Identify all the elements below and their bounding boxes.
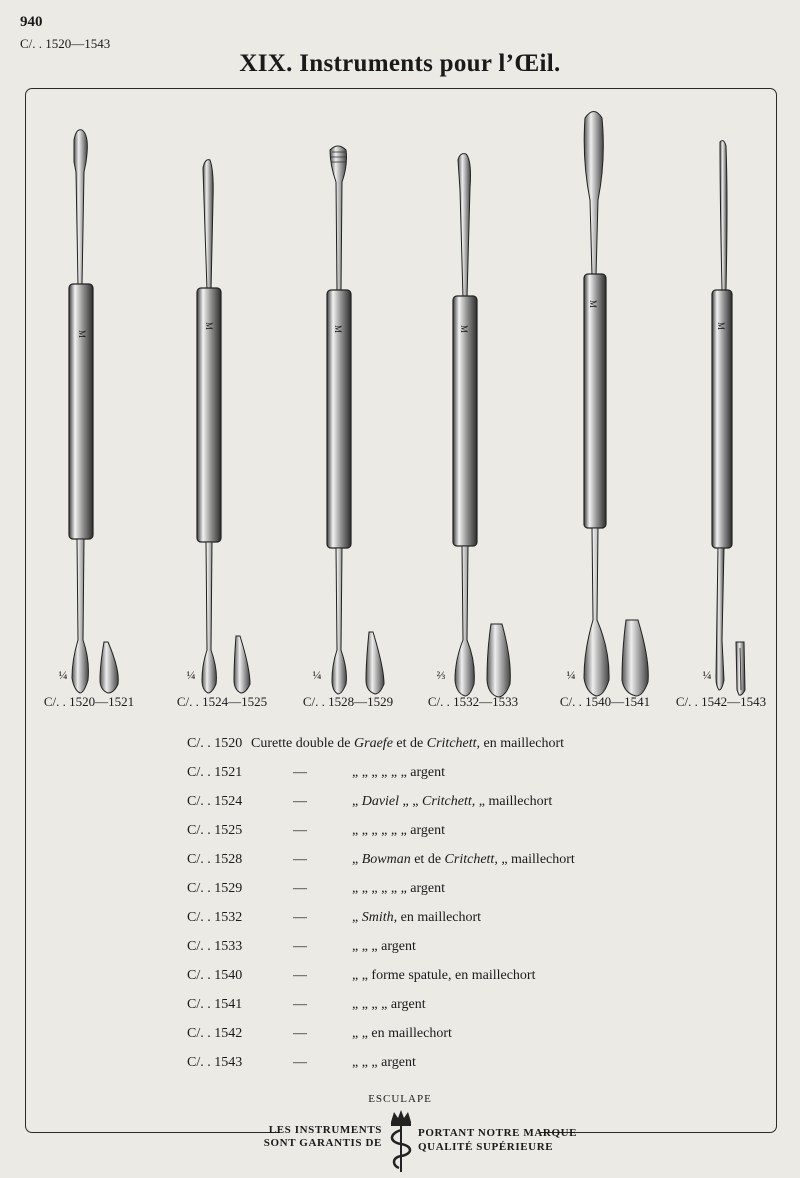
entry-description: „ „ „ „ „ „ argent	[352, 765, 446, 780]
entry-code: C/. . 1532	[187, 910, 243, 925]
entry-dash: —	[293, 997, 307, 1012]
catalog-row	[0, 939, 800, 965]
entry-description: „ Bowman et de Critchett, „ maillechort	[352, 852, 575, 867]
entry-description: „ „ „ argent	[352, 1055, 416, 1070]
scale-label: ¼	[566, 668, 576, 682]
catalog-row	[0, 1055, 800, 1081]
crown-serpent-emblem	[385, 1108, 417, 1174]
instrument-1540	[584, 112, 648, 697]
figure-ref: C/. . 1520—1521	[43, 694, 135, 709]
entry-dash: —	[293, 881, 307, 896]
figure-ref: C/. . 1542—1543	[675, 694, 767, 709]
entry-code: C/. . 1543	[187, 1055, 243, 1070]
entry-dash: —	[293, 765, 307, 780]
entry-code: C/. . 1528	[187, 852, 243, 867]
page-range: C/. . 1520—1543	[20, 36, 111, 51]
entry-dash: —	[293, 968, 307, 983]
guarantee-line2-right: QUALITÉ SUPÉRIEURE	[418, 1141, 554, 1153]
svg-text:M: M	[459, 325, 469, 334]
entry-code: C/. . 1520	[187, 736, 243, 751]
catalog-row	[0, 968, 800, 994]
entry-code: C/. . 1521	[187, 765, 243, 780]
entry-dash: —	[293, 794, 307, 809]
entry-dash: —	[293, 1055, 307, 1070]
entry-description: „ „ forme spatule, en maillechort	[352, 968, 536, 983]
catalog-row	[0, 910, 800, 936]
catalog-row	[0, 1026, 800, 1052]
entry-dash: —	[293, 852, 307, 867]
catalog-row	[0, 852, 800, 878]
guarantee-line1-left: LES INSTRUMENTS	[268, 1124, 382, 1136]
guarantee-line1-right: PORTANT NOTRE MARQUE	[418, 1127, 578, 1139]
scale-label: ¼	[58, 668, 68, 682]
page-title: XIX. Instruments pour l’Œil.	[239, 50, 561, 77]
entry-dash: —	[293, 823, 307, 838]
brand-name: ESCULAPE	[368, 1093, 432, 1105]
guarantee-line2-left: SONT GARANTIS DE	[263, 1137, 382, 1149]
entry-dash: —	[293, 1026, 307, 1041]
catalog-row	[0, 881, 800, 907]
svg-text:M: M	[204, 322, 214, 331]
entry-description: „ Daviel „ „ Critchett, „ maillechort	[352, 794, 553, 809]
entry-description: „ „ en maillechort	[352, 1026, 452, 1041]
svg-text:M: M	[588, 300, 598, 309]
entry-code: C/. . 1529	[187, 881, 243, 896]
instrument-1532	[453, 154, 510, 697]
instrument-1542	[712, 141, 745, 695]
entry-code: C/. . 1525	[187, 823, 243, 838]
svg-text:M: M	[333, 325, 343, 334]
svg-text:M: M	[716, 322, 726, 331]
catalog-row	[0, 823, 800, 849]
page-number: 940	[20, 14, 43, 30]
entry-description: „ „ „ „ „ „ argent	[352, 881, 446, 896]
scale-label: ¼	[702, 668, 712, 682]
entry-dash: —	[293, 939, 307, 954]
catalog-row	[0, 736, 800, 762]
entry-description: „ „ „ „ argent	[352, 997, 426, 1012]
instrument-1528	[327, 146, 384, 694]
scale-label: ⅔	[436, 668, 446, 682]
entry-description: „ „ „ „ „ „ argent	[352, 823, 446, 838]
entry-code: C/. . 1541	[187, 997, 243, 1012]
instrument-1524	[197, 160, 250, 693]
entry-code: C/. . 1533	[187, 939, 243, 954]
scale-label: ¼	[312, 668, 322, 682]
scale-label: ¼	[186, 668, 196, 682]
instrument-1520	[69, 130, 118, 693]
catalog-row	[0, 765, 800, 791]
catalog-row	[0, 794, 800, 820]
entry-description: Curette double de Graefe et de Critchett, en maillechort	[251, 736, 564, 751]
svg-text:M: M	[77, 330, 87, 339]
entry-dash: —	[293, 910, 307, 925]
entry-code: C/. . 1542	[187, 1026, 243, 1041]
entry-description: „ „ „ argent	[352, 939, 416, 954]
entry-description: „ Smith, en maillechort	[352, 910, 482, 925]
entry-code: C/. . 1540	[187, 968, 243, 983]
figure-ref: C/. . 1532—1533	[427, 694, 519, 709]
figure-ref: C/. . 1528—1529	[302, 694, 394, 709]
entry-code: C/. . 1524	[187, 794, 243, 809]
catalog-row	[0, 997, 800, 1023]
figure-ref: C/. . 1524—1525	[176, 694, 268, 709]
figure-ref: C/. . 1540—1541	[559, 694, 651, 709]
